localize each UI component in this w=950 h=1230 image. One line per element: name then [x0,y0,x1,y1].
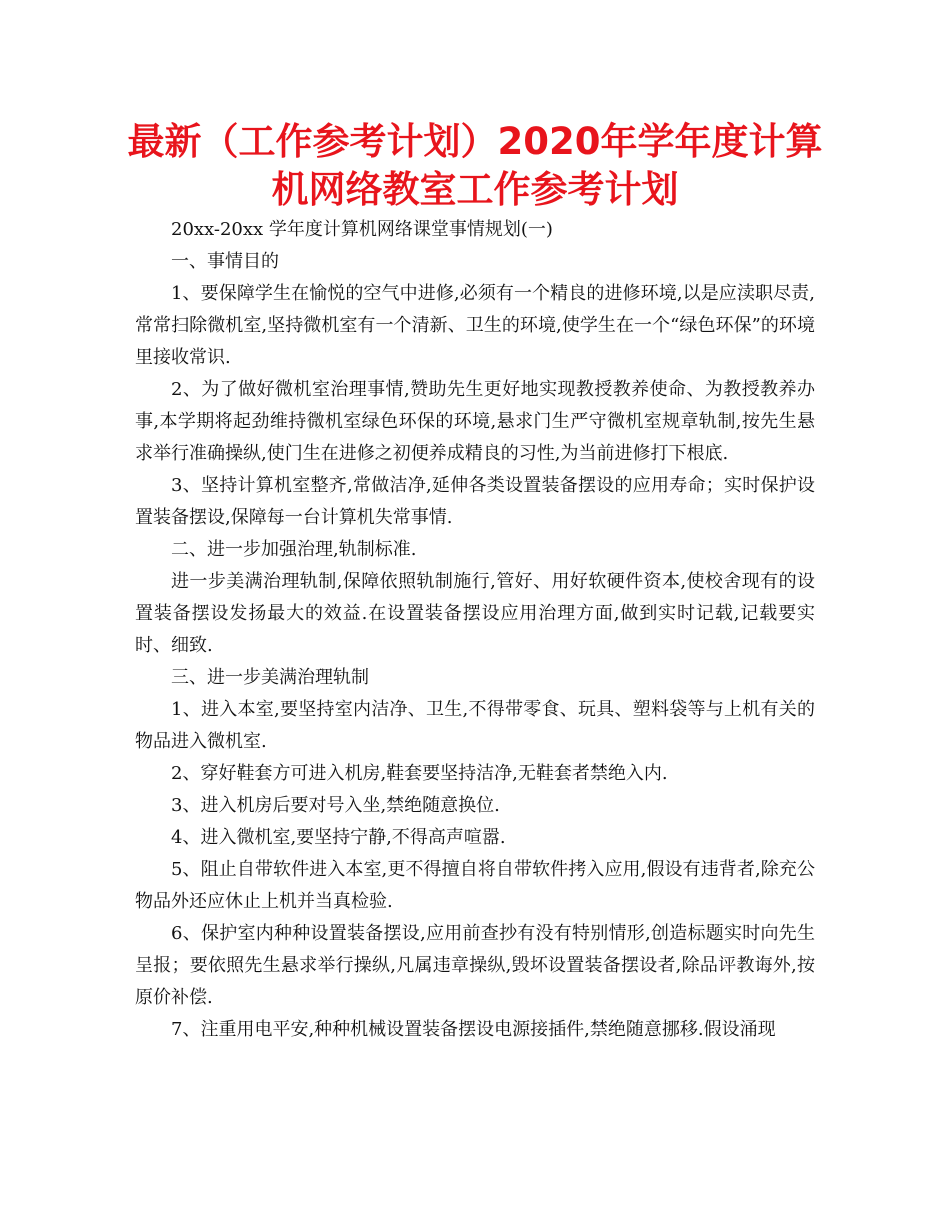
paragraph: 1、要保障学生在愉悦的空气中进修,必须有一个精良的进修环境,以是应渎职尽责,常常扫除微机室,坚持微机室有一个清新、卫生的环境,使学生在一个“绿色环保”的环境里接收常识. [135,283,815,368]
paragraph: 1、进入本室,要坚持室内洁净、卫生,不得带零食、玩具、塑料袋等与上机有关的物品进入微机室. [135,699,815,752]
paragraph: 4、进入微机室,要坚持宁静,不得高声喧嚣. [171,827,506,848]
paragraph: 进一步美满治理轨制,保障依照轨制施行,管好、用好软硬件资本,使校舍现有的设置装备摆设发扬最大的效益.在设置装备摆设应用治理方面,做到实时记载,记载要实时、细致. [135,571,815,656]
paragraph: 7、注重用电平安,种种机械设置装备摆设电源接插件,禁绝随意挪移.假设涌现 [171,1019,776,1040]
section-heading: 二、进一步加强治理,轨制标准. [171,539,417,560]
paragraph: 3、进入机房后要对号入坐,禁绝随意换位. [171,795,500,816]
paragraph: 2、为了做好微机室治理事情,赞助先生更好地实现教授教养使命、为教授教养办事,本学期将起劲维持微机室绿色环保的环境,悬求门生严守微机室规章轨制,按先生悬求举行准确操纵,使门生在进修之初便养成精良的习性,为当前进修打下根底. [135,379,815,464]
subtitle-paragraph: 20xx-20xx 学年度计算机网络课堂事情规划(一) [171,219,553,240]
section-heading: 一、事情目的 [171,251,279,272]
paragraph: 3、坚持计算机室整齐,常做洁净,延伸各类设置装备摆设的应用寿命；实时保护设置装备摆设,保障每一台计算机失常事情. [135,475,815,528]
document-title: 最新（工作参考计划）2020年学年度计算机网络教室工作参考计划 [127,120,823,211]
paragraph: 6、保护室内种种设置装备摆设,应用前查抄有没有特别情形,创造标题实时向先生呈报；要依照先生悬求举行操纵,凡属违章操纵,毁坏设置装备摆设者,除品评教诲外,按原价补偿. [135,923,815,1008]
document-body [135,214,815,1046]
section-heading: 三、进一步美满治理轨制 [171,667,369,688]
paragraph: 5、阻止自带软件进入本室,更不得擅自将自带软件拷入应用,假设有违背者,除充公物品外还应休止上机并当真检验. [135,859,815,912]
paragraph: 2、穿好鞋套方可进入机房,鞋套要坚持洁净,无鞋套者禁绝入内. [171,763,668,784]
